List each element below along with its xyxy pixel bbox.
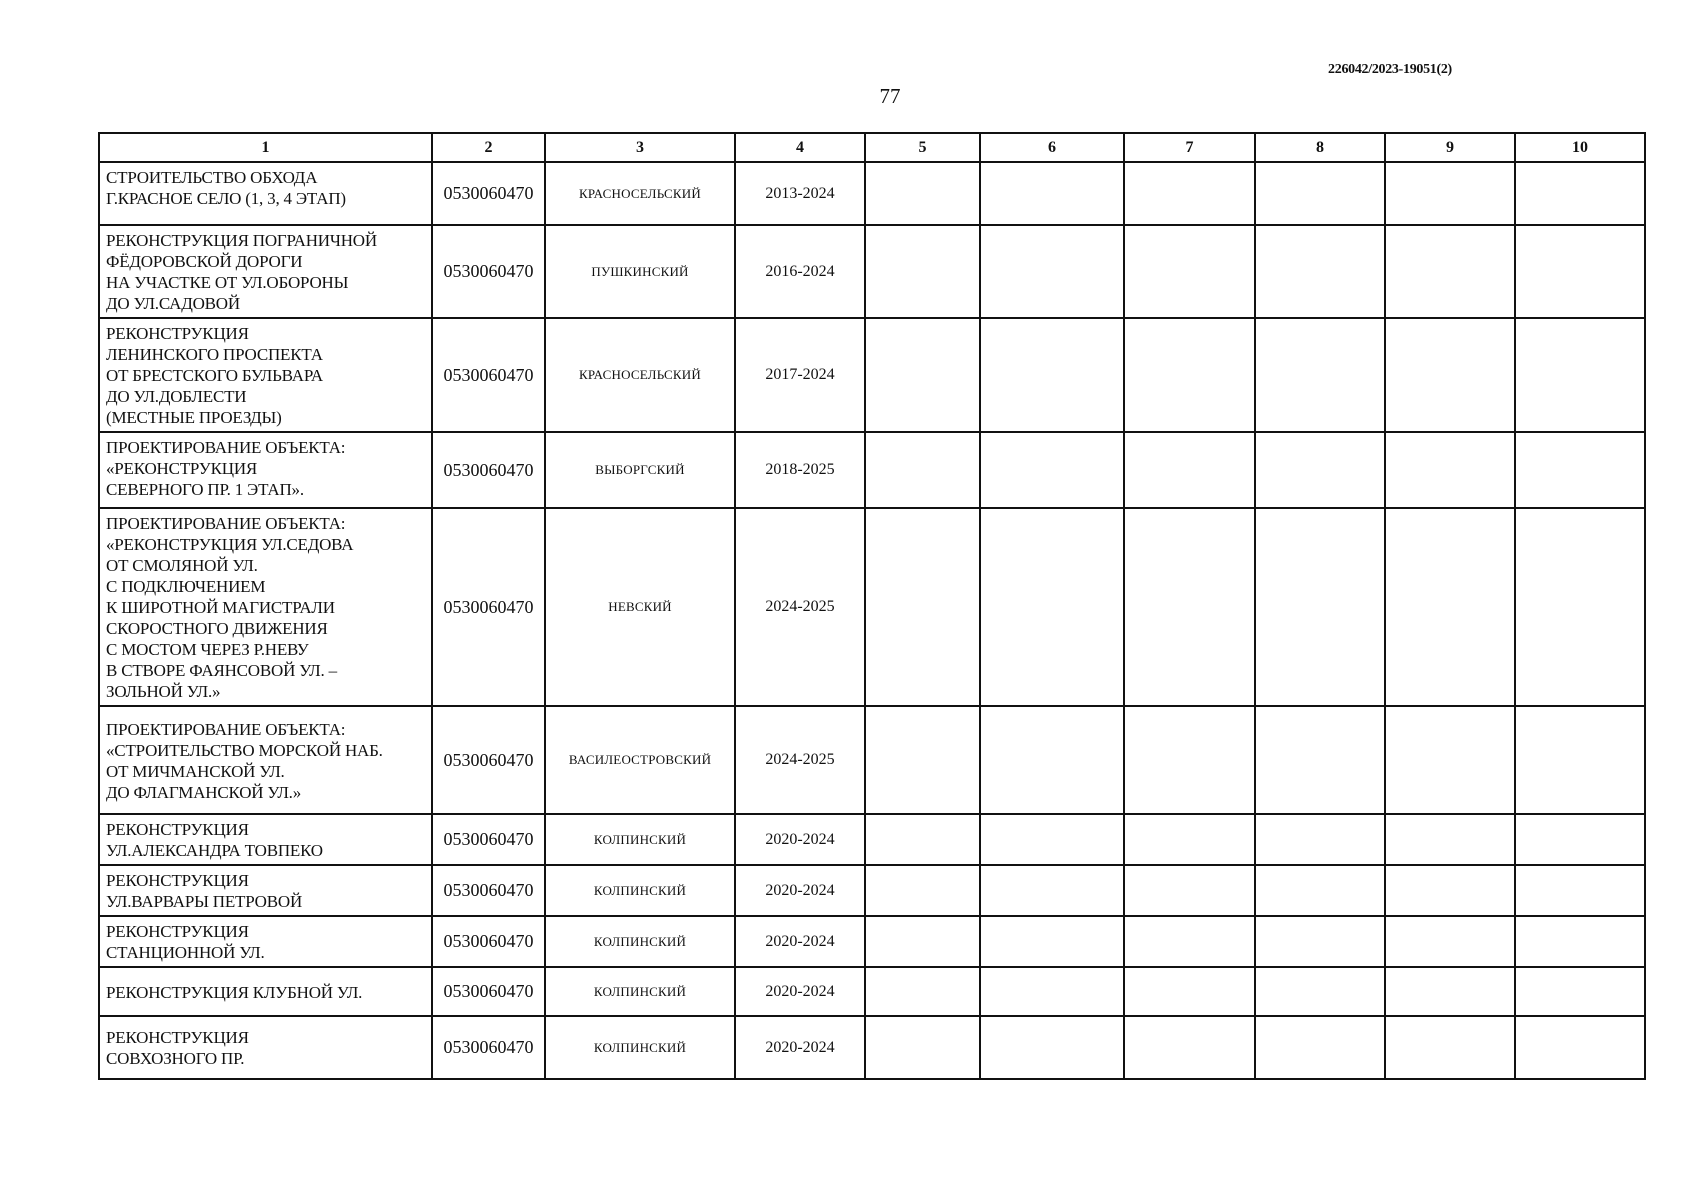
code-cell: 0530060470 [432,706,545,814]
empty-cell [1255,706,1385,814]
period-cell: 2020-2024 [735,967,865,1016]
table-header [99,133,1645,162]
empty-cell [865,706,980,814]
empty-cell [1255,865,1385,916]
period-cell: 2016-2024 [735,225,865,318]
empty-cell [980,162,1124,225]
empty-cell [1124,162,1255,225]
district-cell: КОЛПИНСКИЙ [545,865,735,916]
header-row [99,133,1645,162]
table-row [99,1016,1645,1079]
empty-cell [1385,318,1515,432]
empty-cell [1385,1016,1515,1079]
empty-cell [1255,814,1385,865]
column-header: 4 [735,133,865,162]
code-cell: 0530060470 [432,916,545,967]
empty-cell [1255,916,1385,967]
empty-cell [1515,162,1645,225]
code-cell: 0530060470 [432,318,545,432]
period-cell: 2020-2024 [735,814,865,865]
empty-cell [865,916,980,967]
period-cell: 2013-2024 [735,162,865,225]
period-cell: 2018-2025 [735,432,865,508]
empty-cell [1255,162,1385,225]
empty-cell [1255,432,1385,508]
empty-cell [1515,1016,1645,1079]
period-cell: 2020-2024 [735,1016,865,1079]
code-cell: 0530060470 [432,865,545,916]
empty-cell [1124,508,1255,706]
empty-cell [1385,706,1515,814]
empty-cell [1385,508,1515,706]
object-name-cell: РЕКОНСТРУКЦИЯ СОВХОЗНОГО ПР. [99,1016,432,1079]
empty-cell [1385,814,1515,865]
empty-cell [1124,865,1255,916]
object-name-cell: РЕКОНСТРУКЦИЯ ЛЕНИНСКОГО ПРОСПЕКТА ОТ БРЕСТСКОГО БУЛЬВАРА ДО УЛ.ДОБЛЕСТИ (МЕСТНЫЕ ПРОЕЗДЫ) [99,318,432,432]
code-cell: 0530060470 [432,967,545,1016]
empty-cell [1255,1016,1385,1079]
district-cell: ВАСИЛЕОСТРОВСКИЙ [545,706,735,814]
column-header: 1 [99,133,432,162]
period-cell: 2024-2025 [735,706,865,814]
object-name-cell: РЕКОНСТРУКЦИЯ КЛУБНОЙ УЛ. [99,967,432,1016]
empty-cell [980,967,1124,1016]
column-header: 10 [1515,133,1645,162]
empty-cell [1515,508,1645,706]
empty-cell [865,865,980,916]
empty-cell [1124,1016,1255,1079]
district-cell: КОЛПИНСКИЙ [545,967,735,1016]
column-header: 7 [1124,133,1255,162]
column-header: 3 [545,133,735,162]
empty-cell [865,318,980,432]
data-table [98,132,1646,1080]
table-row [99,162,1645,225]
district-cell: КОЛПИНСКИЙ [545,814,735,865]
empty-cell [980,432,1124,508]
table-row [99,814,1645,865]
table-row [99,967,1645,1016]
empty-cell [1124,916,1255,967]
district-cell: НЕВСКИЙ [545,508,735,706]
empty-cell [980,865,1124,916]
table-row [99,508,1645,706]
object-name-cell: ПРОЕКТИРОВАНИЕ ОБЪЕКТА: «СТРОИТЕЛЬСТВО МОРСКОЙ НАБ. ОТ МИЧМАНСКОЙ УЛ. ДО ФЛАГМАНСКОЙ УЛ.» [99,706,432,814]
table-row [99,432,1645,508]
empty-cell [1385,162,1515,225]
code-cell: 0530060470 [432,432,545,508]
code-cell: 0530060470 [432,508,545,706]
district-cell: КРАСНОСЕЛЬСКИЙ [545,318,735,432]
document-id: 226042/2023-19051(2) [1328,62,1452,77]
empty-cell [1124,432,1255,508]
table-row [99,225,1645,318]
code-cell: 0530060470 [432,162,545,225]
code-cell: 0530060470 [432,814,545,865]
empty-cell [1255,225,1385,318]
empty-cell [1124,318,1255,432]
period-cell: 2017-2024 [735,318,865,432]
column-header: 9 [1385,133,1515,162]
empty-cell [1515,967,1645,1016]
period-cell: 2024-2025 [735,508,865,706]
table-row [99,865,1645,916]
empty-cell [980,508,1124,706]
object-name-cell: РЕКОНСТРУКЦИЯ УЛ.ВАРВАРЫ ПЕТРОВОЙ [99,865,432,916]
empty-cell [1515,865,1645,916]
empty-cell [980,225,1124,318]
period-cell: 2020-2024 [735,865,865,916]
empty-cell [1255,318,1385,432]
empty-cell [1515,814,1645,865]
empty-cell [865,1016,980,1079]
empty-cell [1385,967,1515,1016]
column-header: 6 [980,133,1124,162]
empty-cell [1385,432,1515,508]
empty-cell [865,162,980,225]
column-header: 2 [432,133,545,162]
empty-cell [1515,432,1645,508]
empty-cell [1515,916,1645,967]
code-cell: 0530060470 [432,225,545,318]
table-row [99,318,1645,432]
object-name-cell: РЕКОНСТРУКЦИЯ СТАНЦИОННОЙ УЛ. [99,916,432,967]
empty-cell [980,814,1124,865]
district-cell: ПУШКИНСКИЙ [545,225,735,318]
empty-cell [980,318,1124,432]
object-name-cell: ПРОЕКТИРОВАНИЕ ОБЪЕКТА: «РЕКОНСТРУКЦИЯ УЛ.СЕДОВА ОТ СМОЛЯНОЙ УЛ. С ПОДКЛЮЧЕНИЕМ К ШИРОТНОЙ МАГИСТРАЛИ СКОРОСТНОГО ДВИЖЕНИЯ С МОСТОМ ЧЕРЕЗ Р.НЕВУ В СТВОРЕ ФАЯНСОВОЙ УЛ. – ЗОЛЬНОЙ УЛ.» [99,508,432,706]
period-cell: 2020-2024 [735,916,865,967]
object-name-cell: СТРОИТЕЛЬСТВО ОБХОДА Г.КРАСНОЕ СЕЛО (1, 3, 4 ЭТАП) [99,162,432,225]
district-cell: КОЛПИНСКИЙ [545,1016,735,1079]
empty-cell [1124,225,1255,318]
object-name-cell: РЕКОНСТРУКЦИЯ УЛ.АЛЕКСАНДРА ТОВПЕКО [99,814,432,865]
district-cell: ВЫБОРГСКИЙ [545,432,735,508]
empty-cell [1515,318,1645,432]
table-row [99,706,1645,814]
object-name-cell: ПРОЕКТИРОВАНИЕ ОБЪЕКТА: «РЕКОНСТРУКЦИЯ СЕВЕРНОГО ПР. 1 ЭТАП». [99,432,432,508]
page-number: 77 [879,84,901,108]
district-cell: КРАСНОСЕЛЬСКИЙ [545,162,735,225]
empty-cell [865,225,980,318]
empty-cell [1385,916,1515,967]
column-header: 8 [1255,133,1385,162]
empty-cell [865,432,980,508]
empty-cell [980,1016,1124,1079]
table-body [99,162,1645,1079]
empty-cell [1255,967,1385,1016]
empty-cell [1385,225,1515,318]
empty-cell [865,967,980,1016]
empty-cell [1255,508,1385,706]
empty-cell [1515,706,1645,814]
district-cell: КОЛПИНСКИЙ [545,916,735,967]
column-header: 5 [865,133,980,162]
object-name-cell: РЕКОНСТРУКЦИЯ ПОГРАНИЧНОЙ ФЁДОРОВСКОЙ ДОРОГИ НА УЧАСТКЕ ОТ УЛ.ОБОРОНЫ ДО УЛ.САДОВОЙ [99,225,432,318]
code-cell: 0530060470 [432,1016,545,1079]
empty-cell [1515,225,1645,318]
empty-cell [865,508,980,706]
empty-cell [1124,967,1255,1016]
table-row [99,916,1645,967]
empty-cell [865,814,980,865]
empty-cell [1124,814,1255,865]
empty-cell [1124,706,1255,814]
empty-cell [1385,865,1515,916]
empty-cell [980,916,1124,967]
empty-cell [980,706,1124,814]
